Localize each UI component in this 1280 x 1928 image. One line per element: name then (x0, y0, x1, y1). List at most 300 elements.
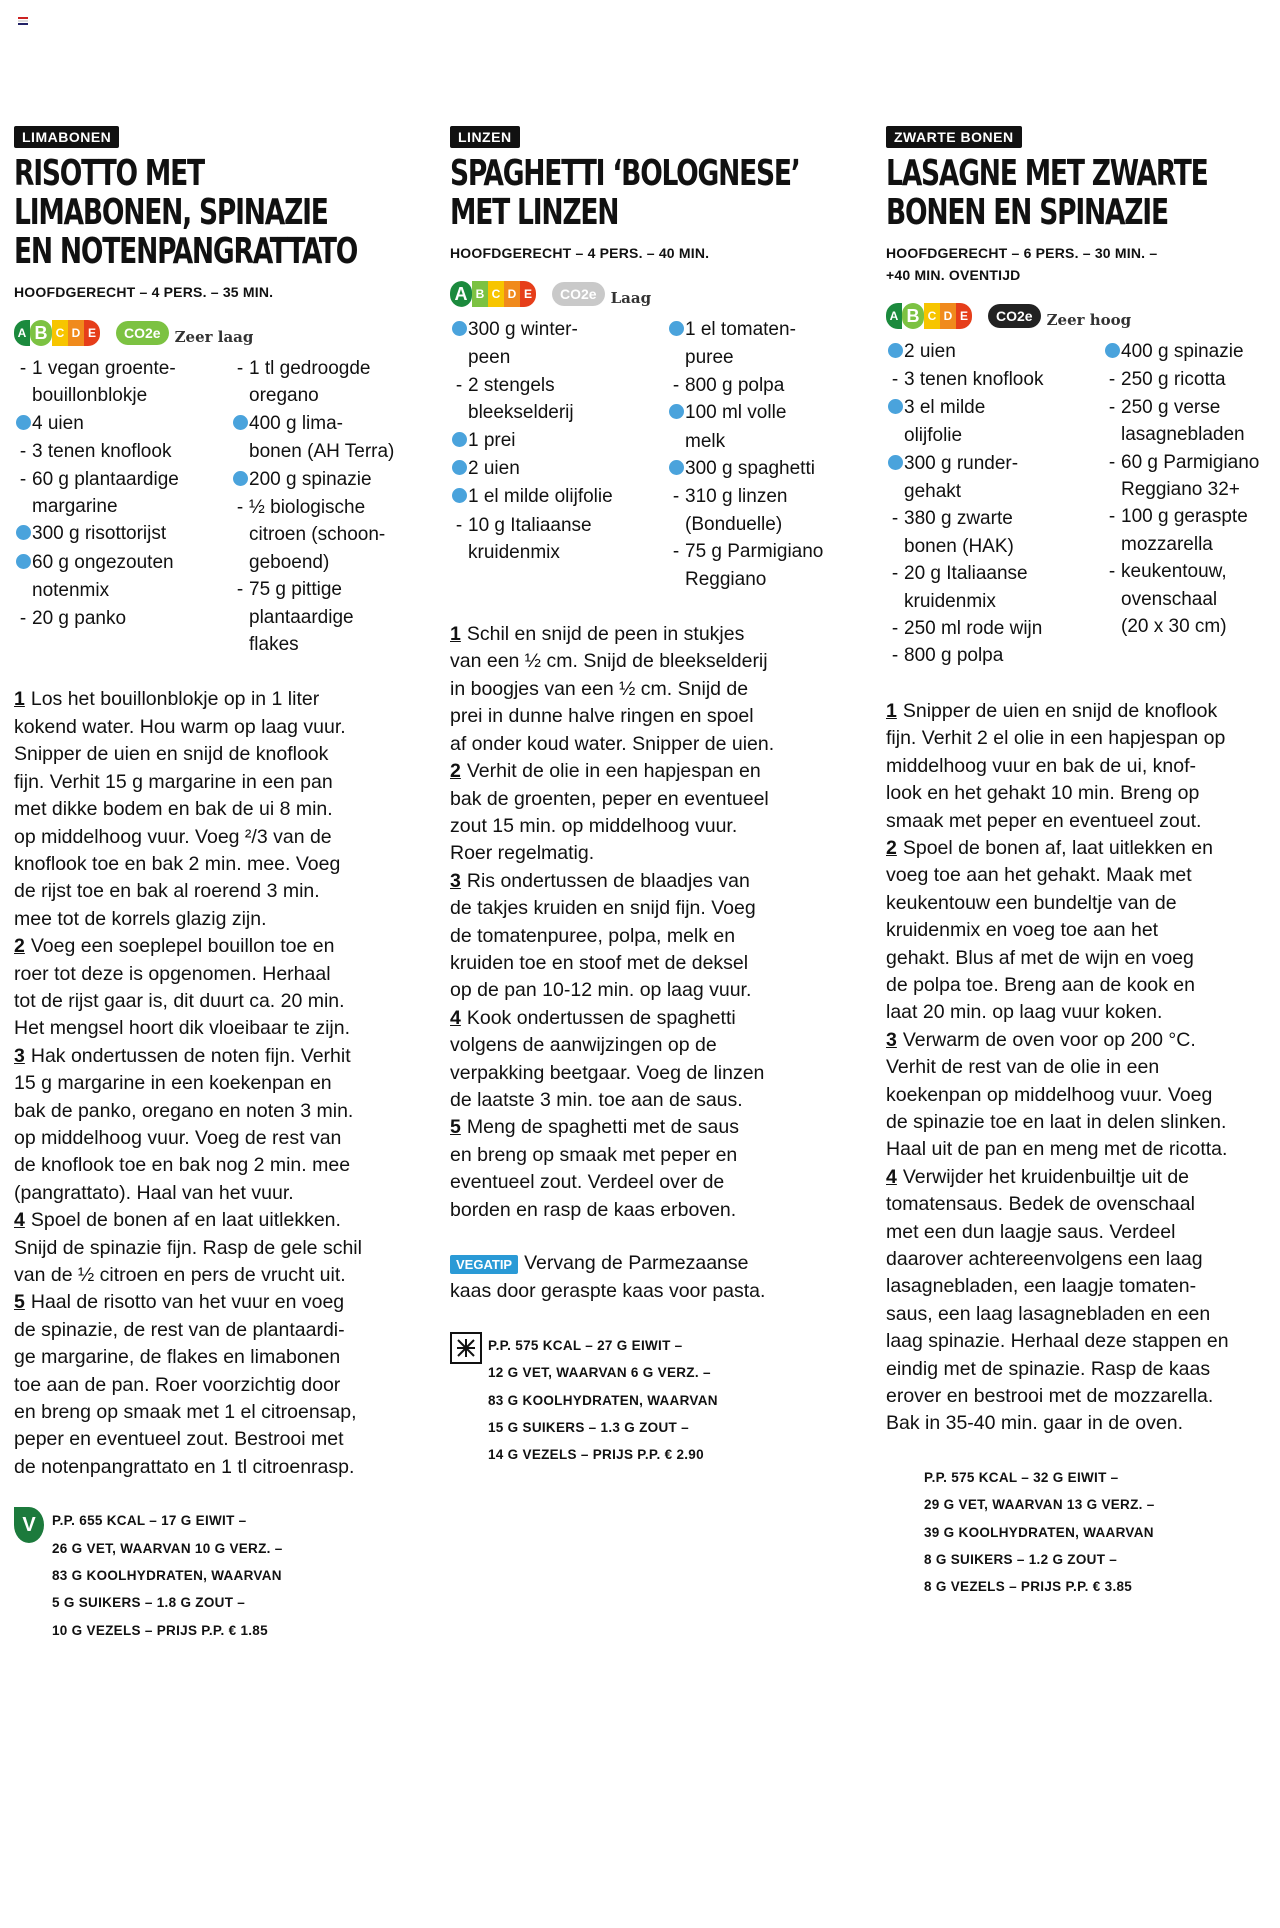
ingredient-text: gehakt (904, 481, 962, 503)
dash-marker: - (19, 441, 27, 463)
step-line (450, 1197, 884, 1224)
ingredient-item (886, 615, 1103, 642)
step-text: Spoel de bonen af en laat uitlekken. (30, 1209, 341, 1232)
step-text: met dikke bodem en bak de ui 8 min. (14, 798, 333, 821)
step-line (450, 676, 884, 703)
step-line (886, 1301, 1280, 1328)
vegatip-line (450, 1278, 884, 1305)
step-line (14, 769, 448, 796)
step-line (886, 698, 1280, 725)
ingredient-item (1103, 558, 1280, 585)
ingredient-text: mozzarella (1121, 533, 1213, 555)
step-text: daarover achtereenvolgens een laag (886, 1248, 1203, 1270)
ingredient-text: ½ biologische (249, 497, 366, 519)
ingredient-text: puree (685, 347, 734, 369)
ingredient-text: 3 tenen knoflook (32, 441, 172, 463)
co2-level: Zeer laag (174, 328, 254, 346)
ingredient-text: 60 g Parmigiano (1121, 451, 1260, 473)
nutrition-line: 29 G VET, WAARVAN 13 G VERZ. – (924, 1497, 1155, 1513)
ingredient-text: (Bonduelle) (685, 513, 783, 535)
ingredient-text: Reggiano (685, 568, 767, 590)
nutri-score-letter: A (14, 320, 30, 346)
step-number: 4 (14, 1209, 25, 1232)
step-text: en breng op smaak met 1 el citroensap, (14, 1401, 357, 1424)
step-line (14, 741, 448, 768)
ingredient-item (1103, 421, 1280, 448)
ingredient-text: plantaardige (249, 606, 354, 628)
step-line (886, 808, 1280, 835)
step-text: ge margarine, de flakes en limabonen (14, 1346, 341, 1369)
step-text: op middelhoog vuur. Voeg de rest van (14, 1126, 342, 1149)
flag-icon (18, 17, 28, 25)
ingredient-column (1103, 338, 1280, 670)
step-line (14, 686, 448, 713)
step-text: en breng op smaak met peper en (450, 1143, 738, 1166)
step-line (886, 1054, 1280, 1081)
nutrition-line: 26 G VET, WAARVAN 10 G VERZ. – (52, 1540, 283, 1556)
step-number: 4 (886, 1165, 897, 1188)
step-line (450, 868, 884, 895)
ingredient-item (231, 355, 448, 382)
nutri-score-letter: C (488, 281, 504, 307)
step-text: Verwarm de oven voor op 200 °C. (902, 1028, 1196, 1051)
step-text: Verhit de rest van de olie in een (886, 1056, 1160, 1079)
step-line (14, 1015, 448, 1042)
store-brand-icon (669, 460, 684, 475)
step-text: koekenpan op middelhoog vuur. Voeg (886, 1083, 1213, 1106)
step-line (450, 1087, 884, 1114)
ingredient-item (14, 355, 231, 382)
ingredient-text: 400 g lima- (249, 412, 343, 434)
step-line (14, 1372, 448, 1399)
step-text: smaak met peper en eventueel zout. (886, 809, 1202, 832)
step-text: Hak ondertussen de noten fijn. Verhit (30, 1044, 351, 1067)
step-text: tot de rijst gaar is, dit duurt ca. 20 min. (14, 989, 345, 1012)
ingredient-column (231, 355, 448, 658)
ingredient-item (450, 512, 667, 539)
ingredient-item (450, 427, 667, 455)
recipe-meta (450, 242, 884, 264)
vegatip-label: VEGATIP (450, 1255, 518, 1274)
step-text: af onder koud water. Snipper de uien. (450, 732, 775, 755)
step-text: knoflook toe en bak 2 min. mee. Voeg (14, 852, 341, 875)
step-line (14, 1426, 448, 1453)
title-line: EN NOTENPANGRATTATO (14, 231, 358, 272)
step-line (14, 824, 448, 851)
step-text: kruiden toe en stoof met de deksel (450, 951, 749, 974)
step-text: op middelhoog vuur. Voeg ²/3 van de (14, 825, 332, 848)
step-line (450, 950, 884, 977)
ingredient-list (886, 338, 1280, 670)
step-line (450, 1060, 884, 1087)
ingredient-text: 250 ml rode wijn (904, 618, 1043, 640)
ingredient-text: 4 uien (32, 412, 84, 434)
nutri-score (14, 320, 100, 346)
ingredient-text: 400 g spinazie (1121, 341, 1244, 362)
ingredient-text: Reggiano 32+ (1121, 479, 1240, 501)
ingredient-column (450, 316, 667, 593)
recipe-title (886, 154, 1280, 232)
ingredient-text: 75 g pittige (249, 579, 342, 601)
step-text: van een ½ cm. Snijd de bleekselderij (450, 650, 768, 673)
step-line (14, 933, 448, 960)
step-number: 3 (886, 1028, 897, 1051)
step-text: toe aan de pan. Roer voorzichtig door (14, 1373, 341, 1396)
step-line (886, 1109, 1280, 1136)
ingredient-column (667, 316, 884, 593)
dash-marker: - (19, 607, 27, 629)
meta-line: HOOFDGERECHT – 4 PERS. – 40 MIN. (450, 245, 710, 261)
co2-badge: CO2e (552, 282, 605, 306)
step-text: verpakking beetgaar. Voeg de linzen (450, 1061, 765, 1084)
store-brand-icon (888, 455, 903, 470)
step-text: Roer regelmatig. (450, 842, 595, 865)
step-text: erover en bestrooi met de mozzarella. (886, 1385, 1214, 1408)
ingredient-item (450, 344, 667, 371)
nutrition-line: P.P. 575 KCAL – 27 G EIWIT – (488, 1337, 683, 1353)
ingredient-item (1103, 394, 1280, 421)
ingredient-item (231, 466, 448, 494)
step-text: met een dun laagje saus. Verdeel (886, 1220, 1176, 1243)
ingredient-text: 75 g Parmigiano (685, 541, 824, 563)
step-line (450, 1032, 884, 1059)
ingredient-item (14, 520, 231, 548)
step-text: Kook ondertussen de spaghetti (466, 1006, 736, 1029)
step-text: kruidenmix en voeg toe aan het (886, 919, 1159, 942)
ingredient-text: 100 ml volle (685, 402, 787, 424)
store-brand-icon (452, 460, 467, 475)
step-text: de spinazie, de rest van de plantaardi- (14, 1318, 345, 1341)
ingredient-item (886, 394, 1103, 422)
step-text: bak de panko, oregano en noten 3 min. (14, 1099, 354, 1122)
ingredient-item (1103, 338, 1280, 366)
ingredient-text: 60 g plantaardige (32, 468, 179, 490)
step-text: bak de groenten, peper en eventueel (450, 787, 769, 810)
step-line (886, 862, 1280, 889)
nutrition-line: 39 G KOOLHYDRATEN, WAARVAN (924, 1524, 1154, 1540)
title-line: LASAGNE MET ZWARTE (886, 153, 1208, 194)
ingredient-item (667, 428, 884, 455)
step-line (886, 1273, 1280, 1300)
step-text: middelhoog vuur en bak de ui, knof- (886, 754, 1197, 777)
dash-marker: - (236, 358, 244, 379)
ingredient-text: 2 stengels (468, 374, 555, 396)
step-line (14, 1344, 448, 1371)
step-line (14, 1180, 448, 1207)
ingredient-item (886, 505, 1103, 532)
dash-marker: - (455, 514, 463, 536)
nutri-score (450, 281, 536, 307)
step-line (450, 840, 884, 867)
step-text: tomatensaus. Bedek de ovenschaal (886, 1193, 1195, 1216)
vegatip (450, 1250, 884, 1306)
ingredient-item (231, 382, 448, 409)
ingredient-text: oregano (249, 385, 319, 407)
ingredient-item (231, 494, 448, 521)
step-text: 15 g margarine in een koekenpan en (14, 1072, 332, 1095)
nutri-score-letter: D (68, 320, 84, 346)
ingredient-item (450, 455, 667, 483)
ingredient-text: 2 uien (468, 458, 520, 480)
ingredient-item (667, 372, 884, 399)
ingredient-item (450, 483, 667, 511)
step-line (886, 1027, 1280, 1054)
nutrition-line: 10 G VEZELS – PRIJS P.P. € 1.85 (52, 1622, 268, 1638)
ingredient-text: 3 tenen knoflook (904, 369, 1044, 391)
ingredient-text: 300 g spaghetti (685, 458, 815, 480)
step-line (450, 1114, 884, 1141)
nutri-score-letter: E (956, 303, 972, 329)
ingredient-text: keukentouw, (1121, 561, 1227, 583)
step-text: mee tot de korrels glazig zijn. (14, 907, 267, 930)
title-line: MET LINZEN (450, 192, 619, 233)
step-line (886, 1164, 1280, 1191)
ingredient-text: 3 el milde (904, 396, 986, 418)
ingredient-text: 200 g spinazie (249, 468, 372, 490)
step-line (14, 988, 448, 1015)
step-line (450, 786, 884, 813)
step-text: Haal uit de pan en meng met de ricotta. (886, 1138, 1228, 1161)
step-text: Spoel de bonen af, laat uitlekken en (902, 836, 1213, 859)
nutrition-line: P.P. 655 KCAL – 17 G EIWIT – (52, 1513, 247, 1529)
ingredient-item (886, 560, 1103, 587)
step-line (14, 1125, 448, 1152)
step-text: Schil en snijd de peen in stukjes (466, 623, 745, 646)
title-line: LIMABONEN, SPINAZIE (14, 192, 328, 233)
ingredient-item (14, 605, 231, 632)
step-line (450, 923, 884, 950)
step-text: Ris ondertussen de blaadjes van (466, 869, 750, 892)
meta-line: HOOFDGERECHT – 4 PERS. – 35 MIN. (14, 284, 274, 300)
meta-line: +40 MIN. OVENTIJD (886, 267, 1021, 283)
store-brand-icon (452, 321, 467, 336)
ingredient-item (1103, 449, 1280, 476)
ingredient-text: 20 g panko (32, 607, 127, 629)
ingredient-column (14, 355, 231, 658)
ingredient-text: 300 g winter- (468, 319, 578, 340)
dash-marker: - (1108, 451, 1116, 473)
step-line (14, 906, 448, 933)
nutrition-icon (450, 1332, 482, 1364)
ingredient-text: 250 g verse (1121, 396, 1221, 418)
ingredient-text: 300 g risottorijst (32, 523, 167, 545)
step-text: voeg toe aan het gehakt. Maak met (886, 864, 1192, 887)
dash-marker: - (891, 618, 899, 640)
step-number: 2 (886, 836, 897, 859)
step-line (886, 725, 1280, 752)
store-brand-icon (452, 488, 467, 503)
store-brand-icon (16, 415, 31, 430)
store-brand-icon (669, 321, 684, 336)
ingredient-item (231, 410, 448, 438)
ingredient-text: bleekselderij (468, 402, 574, 424)
step-text: volgens de aanwijzingen op de (450, 1034, 717, 1057)
step-line (450, 731, 884, 758)
step-line (14, 1152, 448, 1179)
store-brand-icon (452, 432, 467, 447)
nutrition-info (450, 1332, 884, 1469)
nutrition-lines (52, 1507, 283, 1644)
step-line (450, 813, 884, 840)
step-text: zout 15 min. op middelhoog vuur. (450, 814, 738, 837)
step-number: 1 (450, 623, 461, 646)
recipe-meta (886, 242, 1280, 286)
step-line (14, 851, 448, 878)
ingredient-item (667, 511, 884, 538)
step-text: eventueel zout. Verdeel over de (450, 1171, 725, 1194)
step-text: Verwijder het kruidenbuiltje uit de (902, 1165, 1190, 1188)
ingredient-item (231, 604, 448, 631)
ingredient-item (1103, 613, 1280, 640)
ingredient-list (450, 316, 884, 593)
store-brand-icon (233, 415, 248, 430)
step-number: 5 (450, 1116, 461, 1139)
step-text: de knoflook toe en bak nog 2 min. mee (14, 1154, 351, 1177)
step-line (450, 648, 884, 675)
dash-marker: - (1108, 561, 1116, 583)
step-text: Meng de spaghetti met de saus (466, 1116, 739, 1139)
nutrition-line: P.P. 575 KCAL – 32 G EIWIT – (924, 1469, 1119, 1485)
step-line (14, 1262, 448, 1289)
recipe-column (450, 126, 884, 1644)
step-line (14, 1043, 448, 1070)
ingredient-item (886, 450, 1103, 478)
ingredient-text: 100 g geraspte (1121, 506, 1248, 528)
co2-level: Laag (610, 289, 652, 307)
step-text: lasagnebladen, een laagje tomaten- (886, 1275, 1197, 1298)
ingredient-text: 20 g Italiaanse (904, 563, 1028, 585)
ingredient-text: kruidenmix (904, 590, 996, 612)
step-line (886, 1136, 1280, 1163)
step-text: laag spinazie. Herhaal deze stappen en (886, 1330, 1229, 1353)
ingredient-text: 250 g ricotta (1121, 369, 1226, 391)
step-number: 1 (886, 699, 897, 722)
step-text: Los het bouillonblokje op in 1 liter (30, 688, 320, 711)
ingredient-text: 310 g linzen (685, 486, 788, 508)
step-line (450, 621, 884, 648)
ingredient-text: citroen (schoon- (249, 524, 386, 546)
ingredient-text: 10 g Italiaanse (468, 514, 592, 536)
step-line (14, 1399, 448, 1426)
ingredient-text: 800 g polpa (904, 645, 1004, 667)
step-line (886, 1383, 1280, 1410)
step-text: (pangrattato). Haal van het vuur. (14, 1181, 294, 1204)
step-text: de laatste 3 min. toe aan de saus. (450, 1088, 743, 1111)
step-line (14, 1235, 448, 1262)
nutri-score-letter: D (940, 303, 956, 329)
step-number: 1 (14, 688, 25, 711)
step-line (450, 1169, 884, 1196)
ingredient-text: notenmix (32, 580, 110, 602)
step-text: op de pan 10-12 min. op laag vuur. (450, 979, 752, 1002)
store-brand-icon (233, 471, 248, 486)
step-number: 3 (14, 1044, 25, 1067)
nutri-score-letter: A (450, 281, 472, 307)
ingredient-text: 60 g ongezouten (32, 551, 174, 573)
ingredient-item (450, 316, 667, 344)
ingredient-item (14, 549, 231, 577)
ingredient-item (886, 588, 1103, 615)
step-line (886, 999, 1280, 1026)
dash-marker: - (672, 541, 680, 563)
nutri-score-letter: E (84, 320, 100, 346)
score-badges (886, 300, 1280, 332)
ingredient-text: 800 g polpa (685, 374, 785, 396)
nutri-score-letter: B (30, 320, 52, 346)
ingredient-item (450, 539, 667, 566)
nutri-score-letter: C (924, 303, 940, 329)
step-text: de notenpangrattato en 1 tl citroenrasp. (14, 1455, 355, 1478)
dash-marker: - (891, 369, 899, 391)
step-text: Het mengsel hoort dik vloeibaar te zijn. (14, 1017, 351, 1040)
recipe-columns (14, 126, 1280, 1644)
ingredient-item (886, 478, 1103, 505)
store-brand-icon (1105, 343, 1120, 358)
step-number: 5 (14, 1291, 25, 1314)
step-line (14, 796, 448, 823)
step-number: 4 (450, 1006, 461, 1029)
ingredient-item (886, 642, 1103, 669)
ingredient-item (667, 538, 884, 565)
nutrition-line: 5 G SUIKERS – 1.8 G ZOUT – (52, 1595, 246, 1611)
ingredient-item (231, 631, 448, 658)
step-line (14, 878, 448, 905)
step-line (14, 1098, 448, 1125)
dash-marker: - (1108, 369, 1116, 391)
step-text: roer tot deze is opgenomen. Herhaal (14, 962, 331, 985)
step-text: fijn. Verhit 2 el olie in een hapjespan op (886, 727, 1226, 750)
step-number: 2 (450, 760, 461, 783)
store-brand-icon (16, 525, 31, 540)
step-text: Verhit de olie in een hapjespan en (466, 760, 761, 783)
ingredient-item (450, 399, 667, 426)
step-text: prei in dunne halve ringen en spoel (450, 705, 754, 728)
ingredient-item (886, 338, 1103, 366)
nutrition-line: 83 G KOOLHYDRATEN, WAARVAN (52, 1568, 282, 1584)
step-line (14, 1454, 448, 1481)
step-line (886, 1356, 1280, 1383)
step-line (450, 1142, 884, 1169)
vegatip-line (450, 1250, 884, 1278)
step-line (886, 917, 1280, 944)
score-badges (14, 317, 448, 349)
ingredient-item (667, 455, 884, 483)
dash-marker: - (1108, 396, 1116, 418)
step-text: de polpa toe. Breng aan de kook en (886, 973, 1195, 996)
nutri-score (886, 303, 972, 329)
nutrition-lines (924, 1464, 1155, 1601)
dash-marker: - (19, 468, 27, 490)
step-line (886, 1328, 1280, 1355)
ingredient-text: bouillonblokje (32, 385, 148, 407)
ingredient-item (886, 422, 1103, 449)
ingredient-item (14, 577, 231, 604)
ingredient-text: ovenschaal (1121, 588, 1218, 610)
nutrition-info (886, 1464, 1280, 1601)
step-line (14, 961, 448, 988)
step-line (450, 703, 884, 730)
nutri-score-letter: E (520, 281, 536, 307)
step-text: keukentouw een bundeltje van de (886, 891, 1177, 914)
nutrition-line: 8 G SUIKERS – 1.2 G ZOUT – (924, 1552, 1118, 1568)
co2-badge: CO2e (988, 304, 1041, 328)
step-line (886, 1246, 1280, 1273)
co2-level: Zeer hoog (1046, 311, 1132, 329)
step-line (14, 1317, 448, 1344)
step-text: Haal de risotto van het vuur en voeg (30, 1291, 345, 1314)
recipe-tag: ZWARTE BONEN (886, 126, 1022, 148)
step-line (886, 1410, 1280, 1437)
